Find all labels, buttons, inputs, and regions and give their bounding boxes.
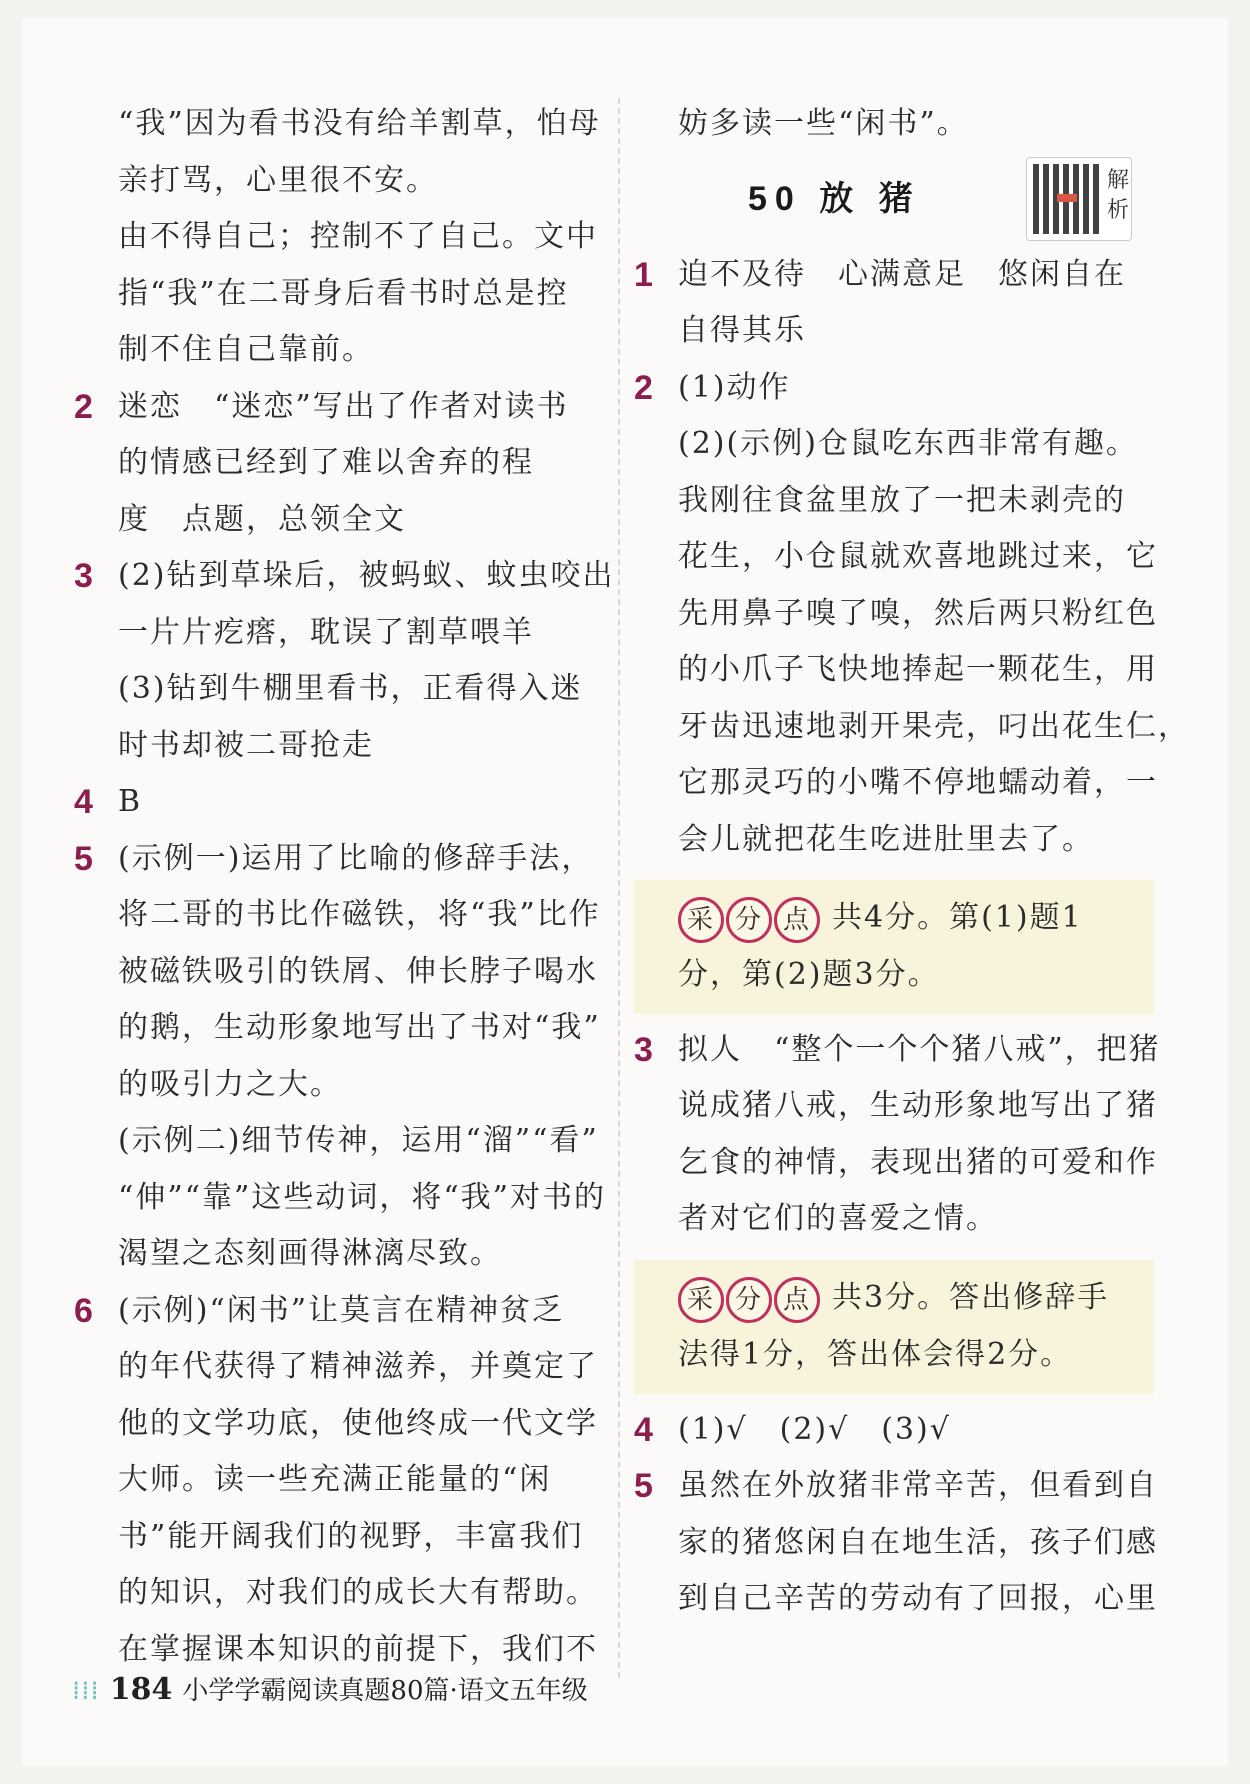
right-answer-list-b	[634, 1402, 1158, 1628]
answer-line: 乞食的神情，表现出猪的可爱和作	[678, 1144, 1158, 1180]
answer-line: 说成猪八戒，生动形象地写出了猪	[678, 1088, 1158, 1124]
answer-item	[74, 774, 604, 831]
answer-line: 的年代获得了精神滋养，并奠定了	[118, 1349, 598, 1384]
page	[22, 18, 1228, 1766]
answer-line: 自得其乐	[678, 313, 806, 348]
score-line: 法得1分，答出体会得2分。	[678, 1337, 1073, 1372]
answer-line: 会儿就把花生吃进肚里去了。	[678, 821, 1094, 857]
answer-line: (示例)“闲书”让莫言在精神贫乏	[118, 1292, 565, 1328]
score-badge: 点	[774, 1277, 820, 1323]
answer-line: 在掌握课本知识的前提下，我们不	[118, 1631, 598, 1667]
answer-line: 的吸引力之大。	[118, 1066, 342, 1102]
page-footer	[72, 1670, 588, 1707]
answer-line: 时书却被二哥抢走	[118, 727, 374, 763]
answer-number: 5	[74, 839, 93, 878]
score-text: 共3分。答出修辞手	[832, 1279, 1110, 1315]
continued-line: 妨多读一些“闲书”。	[678, 106, 969, 141]
answer-line: 被磁铁吸引的铁屑、伸长脖子喝水	[118, 953, 598, 989]
score-line: 分，第(2)题3分。	[678, 957, 940, 993]
answer-item	[634, 1458, 1158, 1628]
answer-line: 花生，小仓鼠就欢喜地跳过来，它	[678, 539, 1158, 574]
answer-line: 拟人 “整个一个个猪八戒”，把猪	[678, 1031, 1161, 1067]
answer-item	[634, 360, 1190, 869]
answer-line: 虽然在外放猪非常辛苦，但看到自	[678, 1468, 1158, 1503]
answer-item	[74, 548, 615, 774]
score-badges	[678, 891, 822, 948]
answer-line: 由不得自己；控制不了自己。文中	[118, 219, 598, 254]
answer-item	[634, 247, 1154, 360]
score-line	[678, 1270, 1154, 1327]
answer-line: 迷恋 “迷恋”写出了作者对读书	[118, 388, 569, 424]
answer-line: “我”因为看书没有给羊割草，怕母	[118, 106, 601, 141]
qr-code-button[interactable]	[1026, 157, 1132, 241]
answer-line: 家的猪悠闲自在地生活，孩子们感	[678, 1524, 1158, 1560]
score-badge: 分	[726, 897, 772, 943]
answer-line: 度 点题，总领全文	[118, 501, 406, 537]
answer-line: 者对它们的喜爱之情。	[678, 1201, 998, 1237]
answer-line: 的鹅，生动形象地写出了书对“我”	[118, 1010, 601, 1045]
right-answer-list-a	[634, 247, 1190, 869]
answer-line: 牙齿迅速地剥开果壳，叼出花生仁，	[678, 708, 1190, 744]
answer-item	[634, 1402, 1154, 1459]
answer-number: 3	[634, 1030, 653, 1069]
answer-line: 他的文学功底，使他终成一代文学	[118, 1405, 598, 1441]
answer-line: 将二哥的书比作磁铁，将“我”比作	[118, 897, 601, 932]
column-divider	[618, 98, 620, 1678]
left-column	[74, 96, 615, 1678]
answer-number: 4	[74, 783, 93, 821]
answer-line: (2)钻到草垛后，被蚂蚁、蚊虫咬出	[118, 558, 615, 593]
answer-line: 的情感已经到了难以舍弃的程	[118, 445, 534, 480]
answer-line: (3)钻到牛棚里看书，正看得入迷	[118, 671, 583, 706]
answer-line: 迫不及待 心满意足 悠闲自在	[678, 256, 1126, 292]
answer-number: 5	[634, 1467, 653, 1505]
lesson-header	[634, 157, 1154, 247]
answer-line: 大师。读一些充满正能量的“闲	[118, 1462, 552, 1497]
answer-line: 一片片疙瘩，耽误了割草喂羊	[118, 614, 534, 650]
answer-line: 我刚往食盆里放了一把未剥壳的	[678, 482, 1126, 518]
answer-line: (1)√ (2)√ (3)√	[678, 1411, 951, 1447]
answer-item	[74, 831, 607, 1283]
answer-line: (示例二)细节传神，运用“溜”“看”	[118, 1123, 599, 1158]
score-badge: 采	[678, 897, 724, 943]
footer-dots-icon: ⁞⁞⁞	[72, 1676, 100, 1706]
answer-line: B	[118, 784, 143, 819]
answer-line: 书”能开阔我们的视野，丰富我们	[118, 1518, 584, 1554]
answer-line: 的知识，对我们的成长大有帮助。	[118, 1575, 598, 1610]
answer-item	[74, 1283, 604, 1679]
score-badge: 点	[774, 897, 820, 943]
score-badges	[678, 1271, 822, 1328]
answer-line: 它那灵巧的小嘴不停地蠕动着，一	[678, 765, 1158, 800]
answer-line: 制不住自己靠前。	[118, 332, 374, 367]
continued-answer	[74, 96, 604, 379]
answer-line: (1)动作	[678, 369, 791, 405]
score-line	[678, 890, 1154, 947]
scoring-note-2	[634, 1260, 1154, 1394]
answer-line: 渴望之态刻画得淋漓尽致。	[118, 1236, 502, 1271]
answer-number: 4	[634, 1410, 653, 1449]
answer-line: 先用鼻子嗅了嗅，然后两只粉红色	[678, 595, 1158, 631]
qr-code-icon	[1033, 164, 1103, 234]
score-text: 共4分。第(1)题1	[832, 900, 1083, 935]
page-number: 184	[109, 1672, 173, 1707]
answer-item	[74, 379, 604, 549]
answer-line: (示例一)运用了比喻的修辞手法，	[118, 840, 594, 876]
answer-line: (2)(示例)仓鼠吃东西非常有趣。	[678, 426, 1138, 461]
answer-line: 指“我”在二哥身后看书时总是控	[118, 275, 569, 311]
answer-number: 1	[634, 255, 653, 294]
scoring-note-1	[634, 880, 1154, 1014]
lesson-title: 50 放 猪	[748, 179, 921, 218]
answer-line: “伸”“靠”这些动词，将“我”对书的	[118, 1179, 607, 1215]
right-column	[634, 96, 1190, 1628]
answer-item	[634, 1022, 1161, 1248]
left-answer-list	[74, 379, 615, 1679]
answer-line: 的小爪子飞快地捧起一颗花生，用	[678, 652, 1158, 687]
book-title: 小学学霸阅读真题80篇·语文五年级	[182, 1676, 588, 1706]
score-badge: 分	[726, 1277, 772, 1323]
score-badge: 采	[678, 1277, 724, 1323]
answer-number: 2	[634, 368, 653, 407]
answer-number: 2	[74, 387, 93, 426]
right-answer-3	[634, 1022, 1161, 1248]
qr-label: 解析	[1107, 167, 1130, 223]
answer-number: 6	[74, 1291, 93, 1330]
answer-line: 到自己辛苦的劳动有了回报，心里	[678, 1581, 1158, 1616]
answer-line: 亲打骂，心里很不安。	[118, 162, 438, 198]
answer-number: 3	[74, 557, 93, 595]
